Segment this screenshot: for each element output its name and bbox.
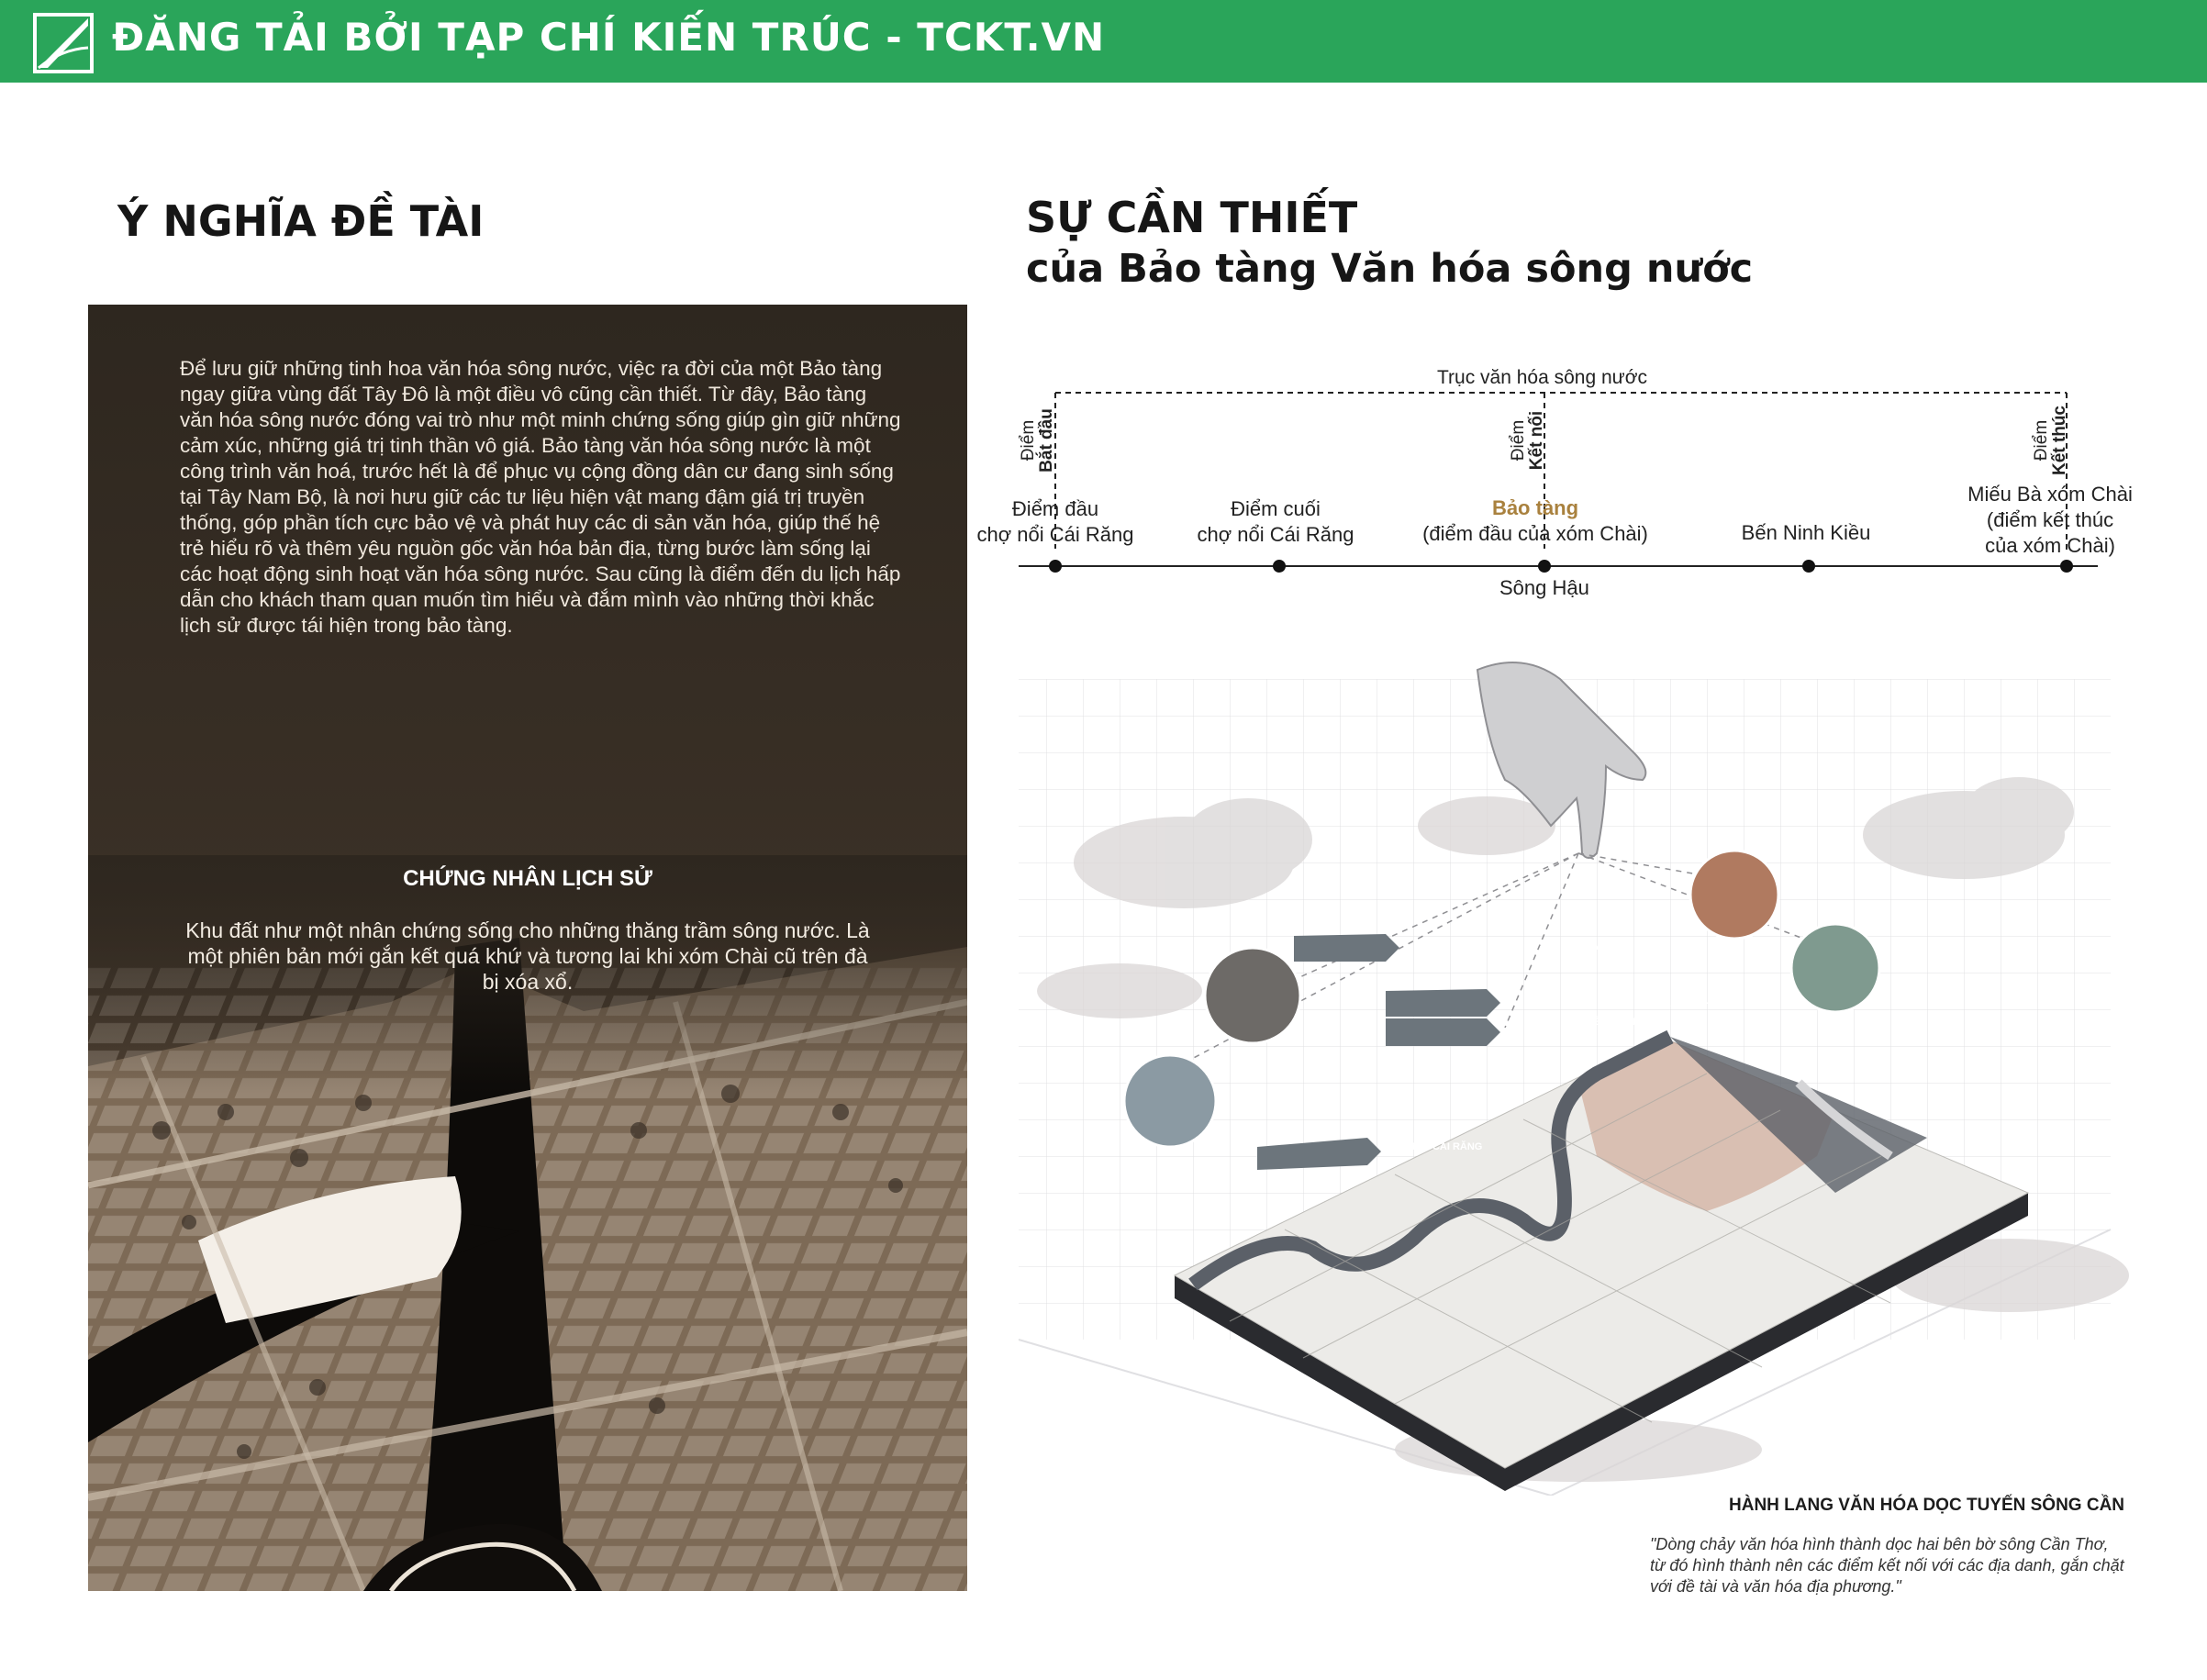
caption-quote: "Dòng chảy văn hóa hình thành dọc hai bên bờ sông Cần Thơ, từ đó hình thành nên các điểm kết nối với các địa danh, gắn chặt với đề tài và văn hóa địa phương." bbox=[1650, 1535, 2124, 1596]
axis-dot-2 bbox=[1272, 559, 1287, 573]
node-4-line1: Bến Ninh Kiều bbox=[1741, 521, 1871, 544]
axis-dot-1 bbox=[1048, 559, 1063, 573]
marker-start-bottom: Bắt đầu bbox=[1037, 408, 1056, 473]
axis-title: Trục văn hóa sông nước bbox=[1437, 367, 1648, 388]
marker-end bbox=[2033, 399, 2073, 482]
node-label-mieu-ba bbox=[1967, 482, 2133, 559]
axis-dot-5 bbox=[2059, 559, 2074, 573]
banner-text: ĐĂNG TẢI BỞI TẠP CHÍ KIẾN TRÚC - TCKT.VN bbox=[112, 15, 1106, 60]
node-2-line2: chợ nổi Cái Răng bbox=[1197, 523, 1354, 546]
river-label: Sông Hậu bbox=[1499, 576, 1589, 599]
node-3-line1: Bảo tàng bbox=[1491, 496, 1579, 519]
node-1-line1: Điểm đầu bbox=[1011, 497, 1099, 520]
isometric-river-map bbox=[1009, 642, 2129, 1496]
map-tag-cho-noi: CHỢ NỔI CÁI RĂNG bbox=[1386, 1141, 1483, 1152]
node-5-line1: Miếu Bà xóm Chài bbox=[1967, 483, 2133, 506]
node-1-line2: chợ nổi Cái Răng bbox=[976, 523, 1134, 546]
map-tag-mieu-ba: MIẾU BÀ bbox=[1560, 941, 1603, 952]
node-2-line1: Điểm cuối bbox=[1231, 497, 1321, 520]
marker-start bbox=[1020, 399, 1060, 482]
marker-connect-top: Điểm bbox=[1509, 419, 1528, 462]
map-tag-ben-ninh-kieu: BẾN NINH KIỀU bbox=[1586, 1017, 1662, 1028]
witness-heading: CHỨNG NHÂN LỊCH SỬ bbox=[403, 866, 652, 891]
marker-end-bottom: Kết thúc bbox=[2050, 406, 2069, 475]
marker-connect-bottom: Kết nối bbox=[1527, 410, 1546, 471]
axis-dot-4 bbox=[1801, 559, 1816, 573]
caption-title: HÀNH LANG VĂN HÓA DỌC TUYẾN SÔNG CẦN bbox=[1729, 1496, 2125, 1515]
node-label-ninh-kieu bbox=[1742, 520, 1871, 546]
node-label-museum bbox=[1422, 495, 1648, 547]
node-5-line3: của xóm Chài) bbox=[1985, 534, 2115, 557]
right-section-title: SỰ CẦN THIẾT bbox=[1026, 193, 1358, 242]
node-3-line2: (điểm đầu của xóm Chài) bbox=[1422, 522, 1648, 545]
marker-connect bbox=[1510, 399, 1550, 482]
right-section-subtitle: của Bảo tàng Văn hóa sông nước bbox=[1026, 246, 1754, 292]
node-5-line2: (điểm kết thúc bbox=[1986, 508, 2114, 531]
witness-paragraph: Khu đất như một nhân chứng sống cho những thăng trầm sông nước. Là một phiên bản mới gắn kết quá khứ và tương lai khi xóm Chài cũ trên đà bị xóa xổ. bbox=[185, 918, 870, 994]
marker-end-top: Điểm bbox=[2032, 419, 2051, 462]
marker-start-top: Điểm bbox=[1019, 419, 1038, 462]
node-label-cai-rang-start bbox=[977, 496, 1134, 548]
intro-paragraph: Để lưu giữ những tinh hoa văn hóa sông nước, việc ra đời của một Bảo tàng ngay giữa vùng đất Tây Đô là một điều vô cũng cần thiết. Từ đây, Bảo tàng văn hóa sông nước đóng vai trò như một minh chứng sống giúp gìn giữ những cảm xúc, những giá trị tinh thần vô giá. Bảo tàng văn hóa sông nước là một công trình văn hoá, trước hết là để phục vụ cộng đồng dân cư đang sinh sống tại Tây Nam Bộ, là nơi hưu giữ các tư liệu hiện vật mang đậm giá trị truyền thống, góp phần tích cực bảo vệ và phát huy các di sản văn hóa, giúp thế hệ trẻ hiểu rõ và thêm yêu nguồn gốc văn hóa bản địa, từng bước làm sống lại các hoạt động sinh hoạt văn hóa sông nước. Sau cũng là điểm đến du lịch hấp dẫn cho khách tham quan muốn tìm hiểu và đắm mình vào những thời khắc lịch sử được tái hiện trong bảo tàng. bbox=[180, 357, 901, 637]
axis-dot-3 bbox=[1537, 559, 1552, 573]
map-tag-xom-chai: XÓM CHÀI bbox=[1670, 998, 1721, 1009]
node-label-cai-rang-end bbox=[1198, 496, 1354, 548]
left-section-title: Ý NGHĨA ĐỀ TÀI bbox=[117, 196, 485, 246]
